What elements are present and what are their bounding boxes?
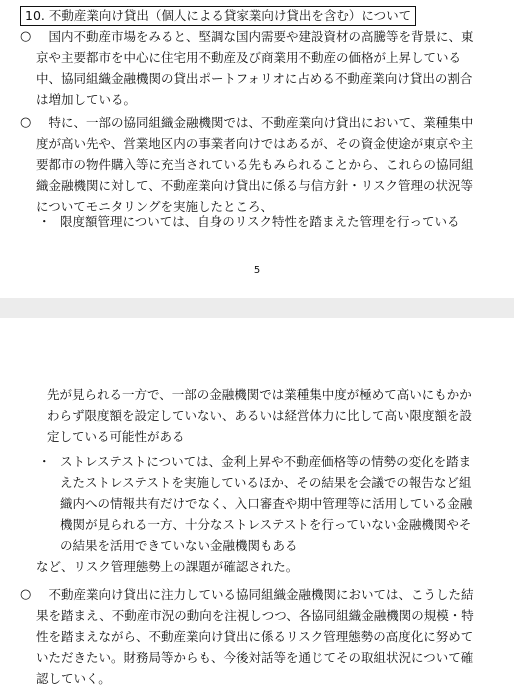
bullet-marker: ・ — [38, 454, 51, 469]
paragraph-market-overview: 国内不動産市場をみると、堅調な国内需要や建設資材の高騰等を背景に、東京や主要都市を中心に住宅用不動産及び商業用不動産の価格が上昇している中、協同組織金融機関の貸出ポートフォリオに占める不動産業向け貸出の割合は増加している。 — [36, 29, 474, 107]
bullet-limit-management-continued: 先が見られる一方で、一部の金融機関では業種集中度が極めて高いにもかかわらず限度額を設定していない、あるいは経営体力に比して高い限度額を設定している可能性がある — [47, 387, 473, 444]
circle-marker: ○ — [20, 29, 32, 44]
paragraph-request: 不動産業向け貸出に注力している協同組織金融機関においては、こうした結果を踏まえ、不動産市況の動向を注視しつつ、各協同組織金融機関の規模・特性を踏まえながら、不動産業向け貸出に係るリスク管理態勢の高度化に努めていただきたい。財務局等からも、今後対話等を通じてその取組状況について確認していく。 — [36, 587, 474, 686]
document-page-1 — [0, 0, 514, 298]
circle-marker: ○ — [20, 115, 32, 130]
bullet-stress-test: ストレステストについては、金利上昇や不動産価格等の情勢の変化を踏まえたストレステストを実施しているほか、その結果を会議での報告など組織内への情報共有だけでなく、入口審査や期中管理等に活用している金融機関が見られる一方、十分なストレステストを行っていない金融機関やその結果を活用できていない金融機関もある — [60, 454, 473, 553]
bullet-marker: ・ — [38, 214, 51, 229]
page-number: 5 — [253, 265, 261, 276]
document-page-2 — [0, 318, 514, 686]
paragraph-monitoring: 特に、一部の協同組織金融機関では、不動産業向け貸出において、業種集中度が高い先や、営業地区内の事業者向けではあるが、その資金使途が東京や主要都市の物件購入等に充当されている先もみられることから、これらの協同組織金融機関に対して、不動産業向け貸出に係る与信方針・リスク管理の状況等についてモニタリングを実施したところ、 — [36, 115, 474, 214]
bullet-limit-management: 限度額管理については、自身のリスク特性を踏まえた管理を行っている — [60, 214, 460, 229]
section-title: 10. 不動産業向け貸出（個人による貸家業向け貸出を含む）について — [20, 6, 416, 26]
page-separator — [0, 298, 514, 318]
circle-marker: ○ — [20, 587, 32, 602]
closing-sentence: など、リスク管理態勢上の課題が確認された。 — [36, 559, 299, 574]
